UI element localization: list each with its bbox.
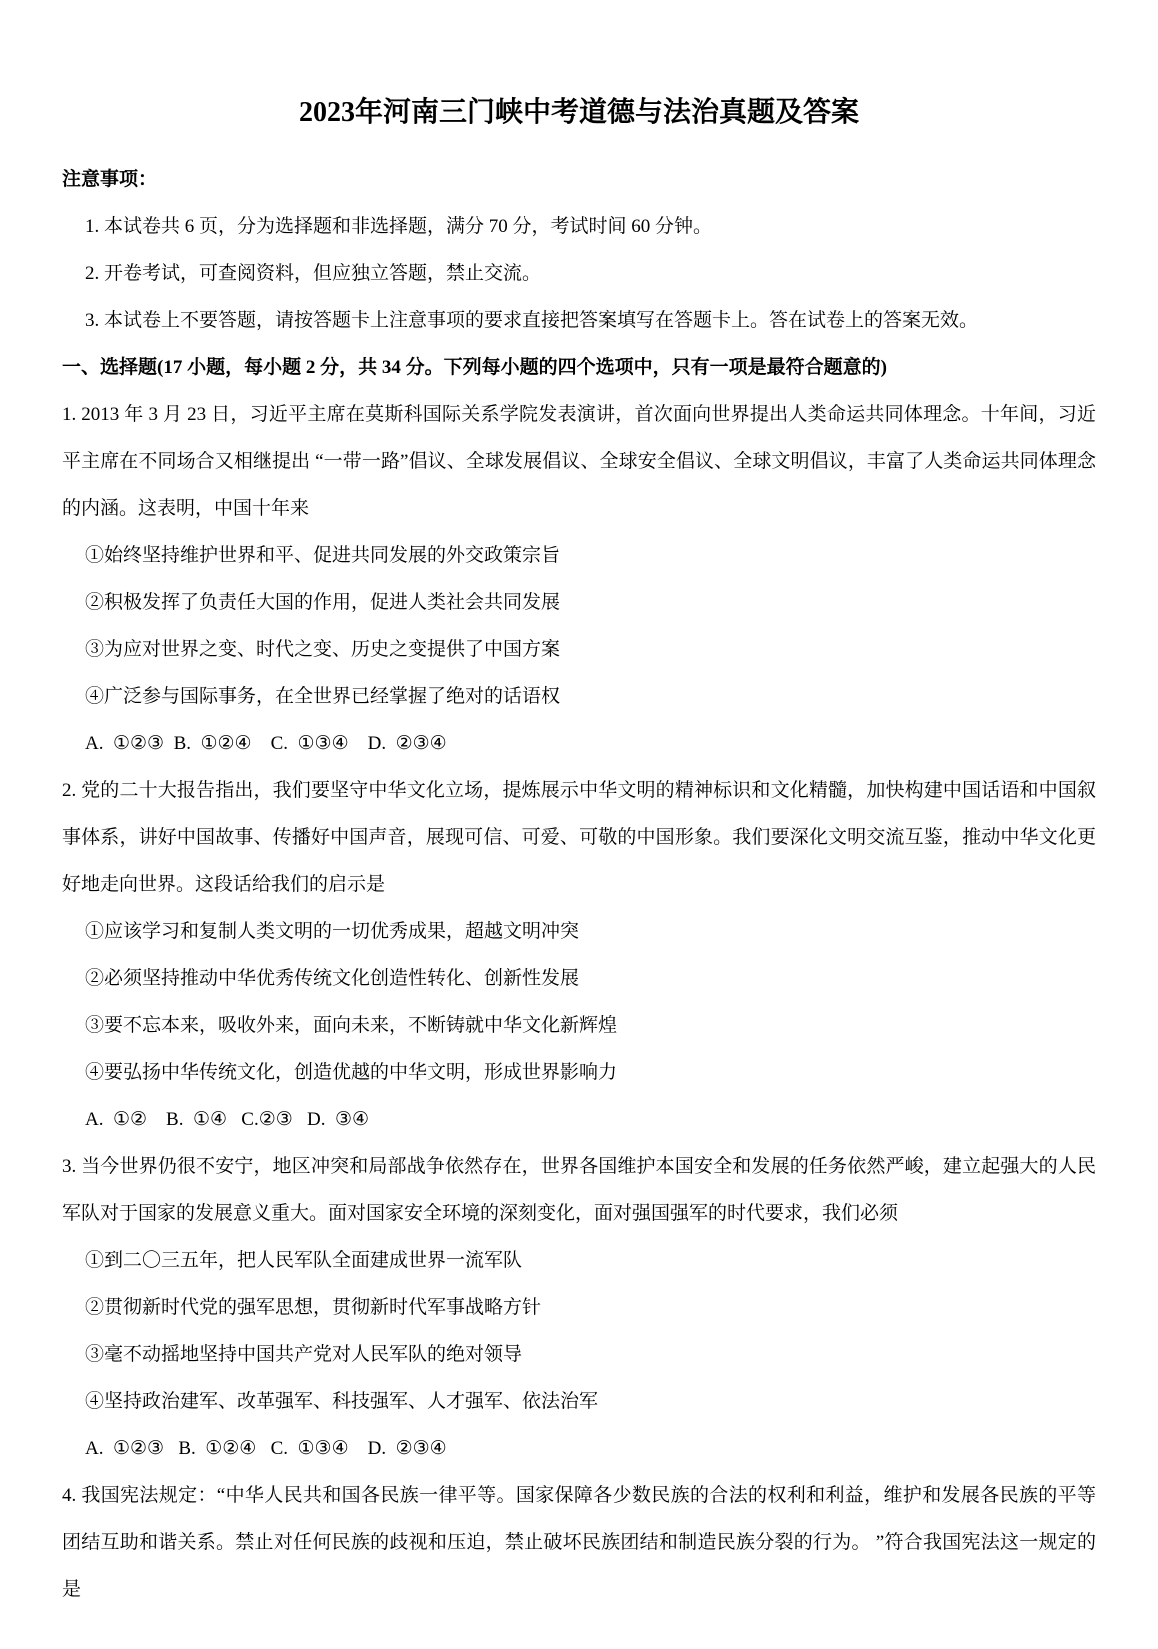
question-option: ③毫不动摇地坚持中国共产党对人民军队的绝对领导 (85, 1344, 523, 1365)
question-3 (62, 1143, 1096, 1472)
page-title: 2023年河南三门峡中考道德与法治真题及答案 (298, 97, 859, 128)
question-option: ②贯彻新时代党的强军思想，贯彻新时代军事战略方针 (85, 1297, 542, 1318)
question-stem: 4. 我国宪法规定：“中华人民共和国各民族一律平等。国家保障各少数民族的合法的权利和利益，维护和发展各民族的平等团结互助和谐关系。禁止对任何民族的歧视和压迫，禁止破坏民族团结和制造民族分裂的行为。 ”符合我国宪法这一规定的是 (62, 1485, 1096, 1600)
question-stem: 3. 当今世界仍很不安宁，地区冲突和局部战争依然存在，世界各国维护本国安全和发展的任务依然严峻，建立起强大的人民军队对于国家的发展意义重大。面对国家安全环境的深刻变化，面对强国强军的时代要求，我们必须 (62, 1156, 1096, 1224)
notice-heading: 注意事项： (62, 169, 158, 190)
question-choices: A. ①②③ B. ①②④ C. ①③④ D. ②③④ (85, 1438, 447, 1459)
question-stem: 1. 2013 年 3 月 23 日，习近平主席在莫斯科国际关系学院发表演讲，首次面向世界提出人类命运共同体理念。十年间，习近平主席在不同场合又相继提出 “一带一路”倡议、全球发展倡议、全球安全倡议、全球文明倡议，丰富了人类命运共同体理念的内涵。这表明，中国十年来 (62, 404, 1096, 519)
section-heading: 一、选择题(17 小题，每小题 2 分，共 34 分。下列每小题的四个选项中，只有一项是最符合题意的) (62, 357, 887, 378)
notice-item-3: 3. 本试卷上不要答题，请按答题卡上注意事项的要求直接把答案填写在答题卡上。答在试卷上的答案无效。 (85, 310, 979, 331)
notice-item-1: 1. 本试卷共 6 页，分为选择题和非选择题，满分 70 分，考试时间 60 分钟。 (85, 216, 713, 237)
question-option: ②必须坚持推动中华优秀传统文化创造性转化、创新性发展 (85, 968, 580, 989)
question-option: ③要不忘本来，吸收外来，面向未来，不断铸就中华文化新辉煌 (85, 1015, 618, 1036)
question-option: ④广泛参与国际事务，在全世界已经掌握了绝对的话语权 (85, 686, 561, 707)
question-option: ②积极发挥了负责任大国的作用，促进人类社会共同发展 (85, 592, 561, 613)
notice-item-2: 2. 开卷考试，可查阅资料，但应独立答题，禁止交流。 (85, 263, 542, 284)
question-stem: 2. 党的二十大报告指出，我们要坚守中华文化立场，提炼展示中华文明的精神标识和文化精髓，加快构建中国话语和中国叙事体系，讲好中国故事、传播好中国声音，展现可信、可爱、可敬的中国形象。我们要深化文明交流互鉴，推动中华文化更好地走向世界。这段话给我们的启示是 (62, 780, 1096, 895)
question-2 (62, 767, 1096, 1143)
question-option: ①应该学习和复制人类文明的一切优秀成果，超越文明冲突 (85, 921, 580, 942)
question-4 (62, 1472, 1096, 1613)
question-option: ④坚持政治建军、改革强军、科技强军、人才强军、依法治军 (85, 1391, 599, 1412)
question-option: ④要弘扬中华传统文化，创造优越的中华文明，形成世界影响力 (85, 1062, 618, 1083)
question-choices: A. ①② B. ①④ C.②③ D. ③④ (85, 1109, 370, 1130)
question-1 (62, 391, 1096, 767)
question-option: ①始终坚持维护世界和平、促进共同发展的外交政策宗旨 (85, 545, 561, 566)
question-option: ①到二〇三五年，把人民军队全面建成世界一流军队 (85, 1250, 523, 1271)
question-option: ③为应对世界之变、时代之变、历史之变提供了中国方案 (85, 639, 561, 660)
question-choices: A. ①②③ B. ①②④ C. ①③④ D. ②③④ (85, 733, 447, 754)
